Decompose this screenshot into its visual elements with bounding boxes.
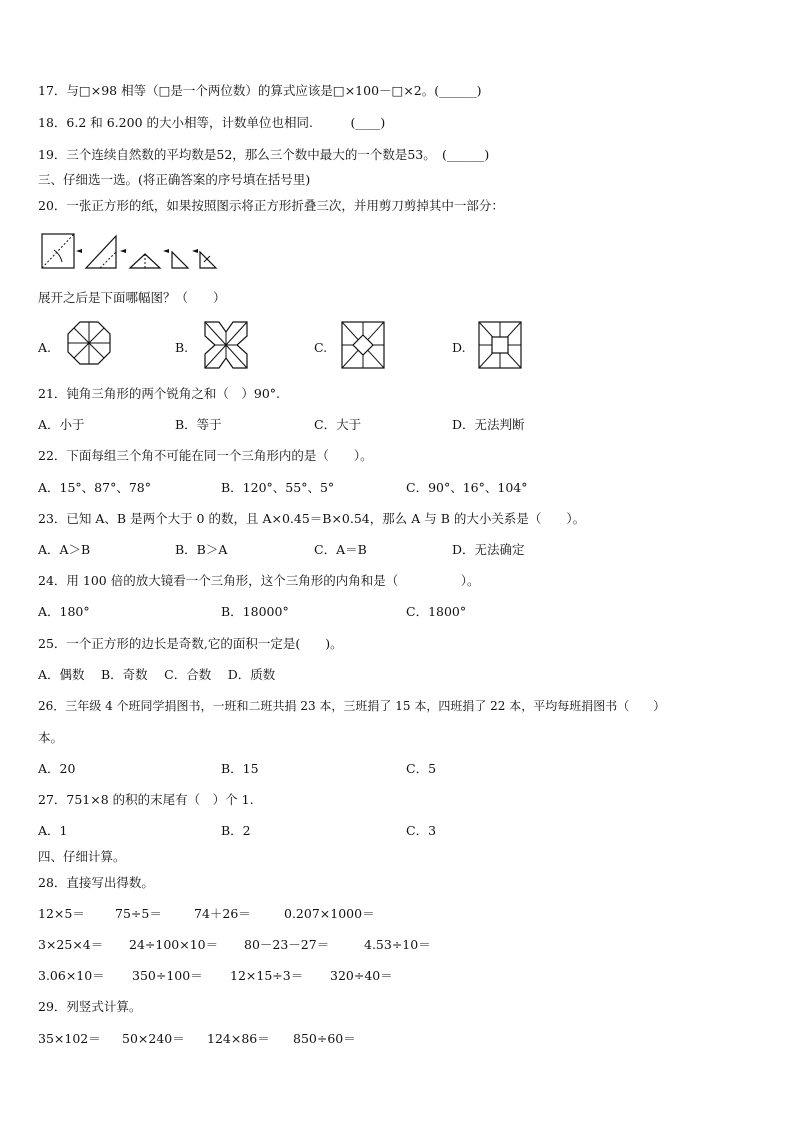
question-27: 27．751×8 的积的末尾有（ ）个 1. xyxy=(38,792,254,807)
q20-option-b-label: B. xyxy=(175,340,189,355)
question-19: 19．三个连续自然数的平均数是52，那么三个数中最大的一个数是53。 (______) xyxy=(38,147,490,162)
q23-option-a: A．A＞B xyxy=(38,542,91,557)
calc-item: 12×15÷3＝ xyxy=(230,968,304,983)
q20-option-d-label: D. xyxy=(452,340,466,355)
option-c-diamond-figure xyxy=(340,320,386,370)
q26-option-b: B．15 xyxy=(221,761,259,776)
calc-item: 3.06×10＝ xyxy=(38,968,105,983)
q21-option-b: B．等于 xyxy=(175,417,222,432)
calc-item: 12×5＝ xyxy=(38,906,85,921)
vertical-calc-item: 850÷60＝ xyxy=(293,1031,356,1046)
q22-option-b: B．120°、55°、5° xyxy=(221,480,335,495)
option-d-square-figure xyxy=(477,320,523,370)
q21-option-c: C．大于 xyxy=(314,417,362,432)
folding-diagram xyxy=(40,230,220,274)
question-20: 20．一张正方形的纸，如果按照图示将正方形折叠三次，并用剪刀剪掉其中一部分： xyxy=(38,198,504,213)
calc-item: 0.207×1000＝ xyxy=(284,906,375,921)
calc-item: 3×25×4＝ xyxy=(38,937,104,952)
calc-item: 74＋26＝ xyxy=(194,906,251,921)
question-21: 21．钝角三角形的两个锐角之和（ ）90°. xyxy=(38,386,281,401)
question-29: 29．列竖式计算。 xyxy=(38,999,142,1014)
q21-option-d: D．无法判断 xyxy=(452,417,525,432)
question-17: 17．与□×98 相等（□是一个两位数）的算式应该是□×100－□×2。(______) xyxy=(38,83,482,98)
q26-option-a: A．20 xyxy=(38,761,76,776)
question-20-prompt: 展开之后是下面哪幅图？（ ） xyxy=(38,290,226,305)
q25-options: A．偶数 B．奇数 C．合数 D．质数 xyxy=(38,667,276,682)
option-a-octagon-figure xyxy=(66,320,112,366)
vertical-calc-item: 35×102＝ xyxy=(38,1031,101,1046)
question-28: 28．直接写出得数。 xyxy=(38,875,154,890)
q20-option-a-label: A. xyxy=(38,340,52,355)
calc-item: 320÷40＝ xyxy=(330,968,393,983)
q23-option-c: C．A＝B xyxy=(314,542,367,557)
q26-option-c: C．5 xyxy=(406,761,437,776)
section-3-title: 三、仔细选一选。(将正确答案的序号填在括号里) xyxy=(38,172,311,187)
q22-option-c: C．90°、16°、104° xyxy=(406,480,528,495)
section-4-title: 四、仔细计算。 xyxy=(38,849,126,864)
vertical-calc-item: 124×86＝ xyxy=(207,1031,270,1046)
q24-option-a: A．180° xyxy=(38,604,90,619)
calc-item: 4.53÷10＝ xyxy=(364,937,431,952)
question-23: 23．已知 A、B 是两个大于 0 的数，且 A×0.45＝B×0.54，那么 A 与 B 的大小关系是（ ）。 xyxy=(38,511,586,526)
q23-option-b: B．B＞A xyxy=(175,542,228,557)
calc-item: 24÷100×10＝ xyxy=(129,937,219,952)
q22-option-a: A．15°、87°、78° xyxy=(38,480,151,495)
calc-item: 75÷5＝ xyxy=(115,906,162,921)
question-24: 24．用 100 倍的放大镜看一个三角形，这个三角形的内角和是（ ）。 xyxy=(38,573,480,588)
q27-option-c: C．3 xyxy=(406,823,437,838)
question-26: 26．三年级 4 个班同学捐图书，一班和二班共捐 23 本，三班捐了 15 本，四班捐了 22 本，平均每班捐图书（ ） xyxy=(38,699,666,713)
calc-item: 80－23－27＝ xyxy=(244,937,330,952)
question-26-cont: 本。 xyxy=(38,730,64,745)
question-25: 25．一个正方形的边长是奇数,它的面积一定是( )。 xyxy=(38,636,343,651)
q21-option-a: A．小于 xyxy=(38,417,85,432)
q23-option-d: D．无法确定 xyxy=(452,542,525,557)
option-b-cutout-figure xyxy=(203,320,249,370)
q27-option-a: A．1 xyxy=(38,823,68,838)
vertical-calc-item: 50×240＝ xyxy=(122,1031,185,1046)
question-22: 22．下面每组三个角不可能在同一个三角形内的是（ ）。 xyxy=(38,448,373,463)
q27-option-b: B．2 xyxy=(221,823,251,838)
q24-option-b: B．18000° xyxy=(221,604,289,619)
calc-item: 350÷100＝ xyxy=(132,968,203,983)
q24-option-c: C．1800° xyxy=(406,604,467,619)
question-18: 18．6.2 和 6.200 的大小相等，计数单位也相同. (____) xyxy=(38,115,386,130)
q20-option-c-label: C. xyxy=(314,340,328,355)
